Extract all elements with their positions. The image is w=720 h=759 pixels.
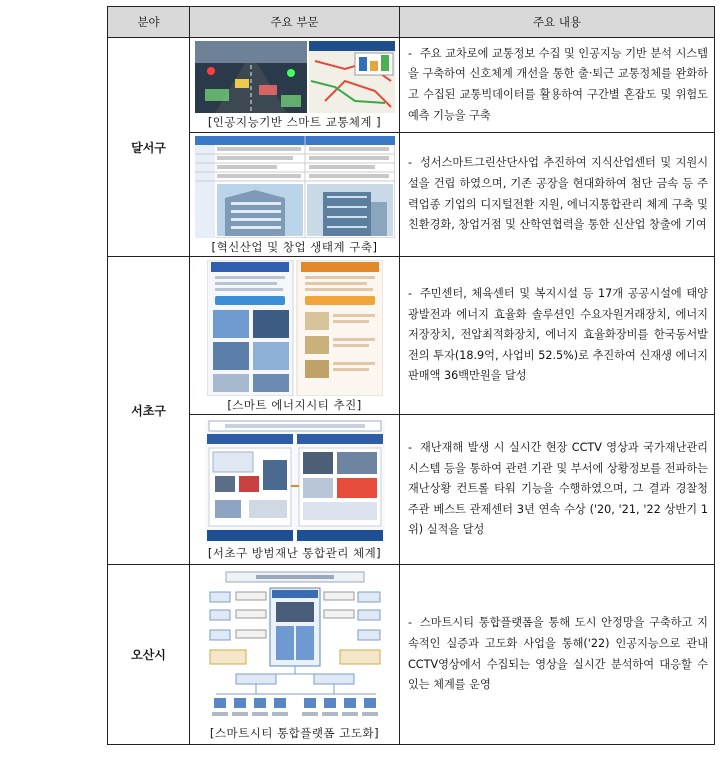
header-section: 주요 부문 — [190, 7, 400, 38]
header-content: 주요 내용 — [400, 7, 715, 38]
description-text: - 재난재해 발생 시 실시간 현장 CCTV 영상과 국가재난관리시스템 등을 통하여 관련 기관 및 부서에 상황정보를 전파하는 재난상황 컨트롤 타워 기능을 수행하였으며, 그 결과 경찰청 주관 베스트 관제센터 3년 연속 수상 ('20, '21, '22 상반기 1위) 실적을 달성 — [408, 441, 708, 537]
table-row — [108, 38, 715, 133]
safety-figure — [205, 420, 385, 544]
platform-figure — [206, 570, 384, 724]
figure-cell — [190, 133, 400, 257]
description-text: - 스마트시티 통합플랫폼을 통해 도시 안정망을 구축하고 지속적인 실증과 고도화 사업을 통해('22) 인공지능으로 관내 CCTV영상에서 수집되는 영상을 실시간 분석하여 대응할 수 있는 체계를 운영 — [408, 616, 708, 692]
figure-caption: [스마트시티 통합플랫폼 고도화] — [209, 725, 380, 740]
description-cell — [400, 415, 715, 565]
table-row — [108, 565, 715, 745]
description-cell — [400, 257, 715, 415]
figure-caption: [스마트 에너지시티 추진] — [227, 397, 362, 412]
table-header-row — [108, 7, 715, 38]
figure-cell — [190, 415, 400, 565]
figure-cell — [190, 565, 400, 745]
region-cell: 달서구 — [108, 38, 190, 257]
description-text: - 주민센터, 체육센터 및 복지시설 등 17개 공공시설에 태양광발전과 에너지 효율화 솔루션인 수요자원거래장치, 에너지저장장치, 전압최적화장치, 에너지 효율화장비를 한국동서발전의 투자(18.9억, 사업비 52.5%)로 추진하여 신재생 에너지 판매액 36백만원을 달성 — [408, 287, 708, 383]
region-cell: 서초구 — [108, 257, 190, 565]
figure-caption: [혁신산업 및 창업 생태계 구축] — [211, 239, 378, 254]
traffic-figure — [195, 41, 395, 113]
energy-figure — [207, 260, 383, 396]
description-cell — [400, 565, 715, 745]
figure-cell — [190, 257, 400, 415]
region-cell: 오산시 — [108, 565, 190, 745]
description-text: - 성서스마트그린산단사업 추진하여 지식산업센터 및 지원시설을 건립 하였으며, 기존 공장을 현대화하여 첨단 금속 등 주력업종 기업의 디지털전환 지원, 에너지통합관리 체계 구축 및 친환경화, 창업거점 및 산학연협력을 통한 신산업 창출에 기여 — [408, 156, 708, 232]
table-row — [108, 133, 715, 257]
content-table — [107, 6, 715, 745]
table-row — [108, 415, 715, 565]
description-cell — [400, 38, 715, 133]
figure-caption: [서초구 방범재난 통합관리 체계] — [207, 545, 382, 560]
figure-caption: [인공지능기반 스마트 교통체계 ] — [207, 115, 382, 129]
table-row — [108, 257, 715, 415]
description-cell — [400, 133, 715, 257]
industry-figure — [195, 136, 395, 238]
description-text: - 주요 교차로에 교통정보 수집 및 인공지능 기반 분석 시스템을 구축하여 신호체계 개선을 통한 출·퇴근 교통정체를 완화하고 수집된 교통빅데이터를 활용하여 구간별 혼잡도 및 위험도 예측 기능을 구축 — [408, 46, 708, 122]
figure-cell — [190, 38, 400, 133]
header-field: 분야 — [108, 7, 190, 38]
